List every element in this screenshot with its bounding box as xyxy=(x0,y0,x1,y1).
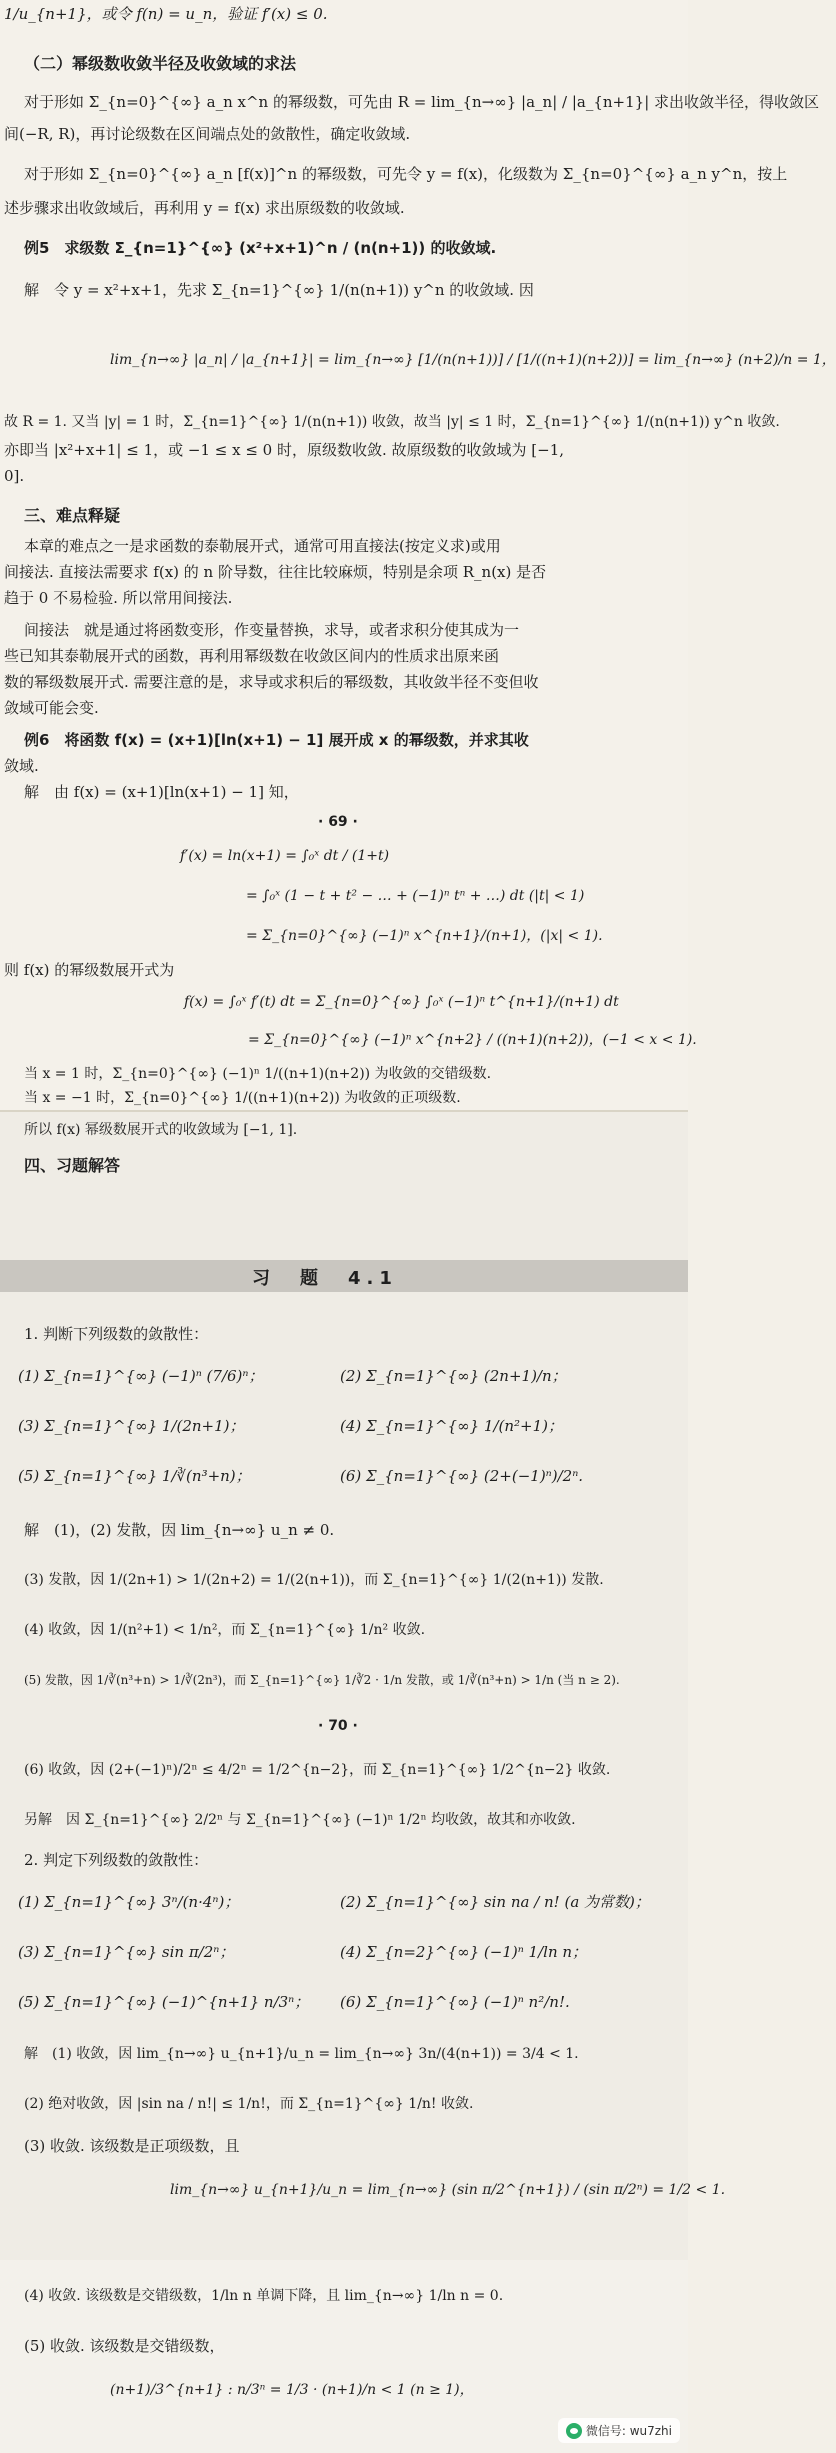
page-69 xyxy=(0,0,836,1110)
wechat-watermark xyxy=(558,2418,680,2443)
exercise-item: (2) Σ_{n=1}^{∞} sin na / n! (a 为常数)； xyxy=(340,1893,650,1911)
solution-line: (6) 收敛，因 (2+(−1)ⁿ)/2ⁿ ≤ 4/2ⁿ = 1/2^{n−2}，而 Σ_{n=1}^{∞} 1/2^{n−2} 收敛. xyxy=(24,1762,611,1778)
exercise-item: (6) Σ_{n=1}^{∞} (2+(−1)ⁿ)/2ⁿ. xyxy=(340,1467,584,1485)
formula: lim_{n→∞} u_{n+1}/u_n = lim_{n→∞} (sin π/2^{n+1}) / (sin π/2ⁿ) = 1/2 < 1. xyxy=(170,2182,726,2198)
solution-line: (4) 收敛，因 1/(n²+1) < 1/n²，而 Σ_{n=1}^{∞} 1/n² 收敛. xyxy=(24,1622,426,1638)
text-line: 故 R = 1. 又当 |y| = 1 时，Σ_{n=1}^{∞} 1/(n(n+1)) 收敛，故当 |y| ≤ 1 时，Σ_{n=1}^{∞} 1/(n(n+1)) y^n 收敛. xyxy=(4,414,780,430)
text-line: 对于形如 Σ_{n=0}^{∞} a_n [f(x)]^n 的幂级数，可先令 y = f(x)，化级数为 Σ_{n=0}^{∞} a_n y^n，按上 xyxy=(24,165,788,183)
section-heading: （二）幂级数收敛半径及收敛域的求法 xyxy=(24,54,297,73)
text-line: 1/u_{n+1}，或令 f(n) = u_n，验证 f′(x) ≤ 0. xyxy=(4,5,328,23)
text-line: 数的幂级数展开式. 需要注意的是，求导或求积后的幂级数，其收敛半径不变但收 xyxy=(4,673,539,691)
text-line: 敛域. xyxy=(4,757,39,775)
formula: (n+1)/3^{n+1} : n/3ⁿ = 1/3 · (n+1)/n < 1 (n ≥ 1)， xyxy=(110,2382,474,2398)
text-line: 间接法 就是通过将函数变形，作变量替换，求导，或者求积分使其成为一 xyxy=(24,621,520,639)
solution-line: (5) 收敛. 该级数是交错级数， xyxy=(24,2337,225,2355)
text-line: 间(−R, R)，再讨论级数在区间端点处的敛散性，确定收敛域. xyxy=(4,125,411,143)
page-71-fragment xyxy=(0,2260,688,2453)
text-line: 则 f(x) 的幂级数展开式为 xyxy=(4,961,175,979)
solution-line: 解 由 f(x) = (x+1)[ln(x+1) − 1] 知， xyxy=(24,783,299,801)
formula: = Σ_{n=0}^{∞} (−1)ⁿ x^{n+1}/(n+1)，(|x| < 1). xyxy=(246,928,603,944)
exercise-item: (5) Σ_{n=1}^{∞} (−1)^{n+1} n/3ⁿ； xyxy=(18,1993,310,2011)
text-line: 间接法. 直接法需要求 f(x) 的 n 阶导数，往往比较麻烦，特别是余项 R_n(x) 是否 xyxy=(4,563,547,581)
text-line: 当 x = −1 时，Σ_{n=0}^{∞} 1/((n+1)(n+2)) 为收敛的正项级数. xyxy=(24,1090,461,1106)
exercise-item: (5) Σ_{n=1}^{∞} 1/∛(n³+n)； xyxy=(18,1467,251,1485)
solution-line: 解 (1)，(2) 发散，因 lim_{n→∞} u_n ≠ 0. xyxy=(24,1521,335,1539)
watermark-text: 微信号: wu7zhi xyxy=(585,2424,672,2438)
text-line: 些已知其泰勒展开式的函数，再利用幂级数在收敛区间内的性质求出原来函 xyxy=(4,647,500,665)
exercise-item: (6) Σ_{n=1}^{∞} (−1)ⁿ n²/n!. xyxy=(340,1993,570,2011)
question-1: 1. 判断下列级数的敛散性： xyxy=(24,1325,209,1343)
text-line: 亦即当 |x²+x+1| ≤ 1，或 −1 ≤ x ≤ 0 时，原级数收敛. 故原级数的收敛域为 [−1, xyxy=(4,441,565,459)
text-line: 述步骤求出收敛域后，再利用 y = f(x) 求出原级数的收敛域. xyxy=(4,199,405,217)
solution-line: (3) 收敛. 该级数是正项级数，且 xyxy=(24,2137,240,2155)
page-number: · 70 · xyxy=(318,1718,358,1734)
page-seam xyxy=(0,1110,688,1112)
formula: f′(x) = ln(x+1) = ∫₀ˣ dt / (1+t) xyxy=(180,848,390,864)
solution-line: (2) 绝对收敛，因 |sin na / n!| ≤ 1/n!，而 Σ_{n=1}^{∞} 1/n! 收敛. xyxy=(24,2096,474,2112)
section-heading: 三、难点释疑 xyxy=(24,506,121,525)
text-line: 所以 f(x) 幂级数展开式的收敛域为 [−1, 1]. xyxy=(24,1122,298,1138)
formula: = Σ_{n=0}^{∞} (−1)ⁿ x^{n+2} / ((n+1)(n+2))，(−1 < x < 1). xyxy=(248,1032,697,1048)
solution-line: (3) 发散，因 1/(2n+1) > 1/(2n+2) = 1/(2(n+1))，而 Σ_{n=1}^{∞} 1/(2(n+1)) 发散. xyxy=(24,1572,604,1588)
text-line: 敛域可能会变. xyxy=(4,699,99,717)
example-5: 例5 求级数 Σ_{n=1}^{∞} (x²+x+1)^n / (n(n+1)) 的收敛域. xyxy=(24,239,497,257)
exercise-item: (4) Σ_{n=2}^{∞} (−1)ⁿ 1/ln n； xyxy=(340,1943,588,1961)
exercise-item: (3) Σ_{n=1}^{∞} sin π/2ⁿ； xyxy=(18,1943,235,1961)
solution-line: (4) 收敛. 该级数是交错级数，1/ln n 单调下降，且 lim_{n→∞} 1/ln n = 0. xyxy=(24,2288,504,2304)
exercise-item: (3) Σ_{n=1}^{∞} 1/(2n+1)； xyxy=(18,1417,245,1435)
example-6: 例6 将函数 f(x) = (x+1)[ln(x+1) − 1] 展开成 x 的幂级数，并求其收 xyxy=(24,731,529,749)
text-line: 当 x = 1 时，Σ_{n=0}^{∞} (−1)ⁿ 1/((n+1)(n+2)) 为收敛的交错级数. xyxy=(24,1066,492,1082)
page-70 xyxy=(0,1110,726,2260)
solution-line: 另解 因 Σ_{n=1}^{∞} 2/2ⁿ 与 Σ_{n=1}^{∞} (−1)ⁿ 1/2ⁿ 均收敛，故其和亦收敛. xyxy=(24,1812,576,1828)
solution-line: (5) 发散，因 1/∛(n³+n) > 1/∛(2n³)，而 Σ_{n=1}^{∞} 1/∛2 · 1/n 发散，或 1/∛(n³+n) > 1/n (当 n ≥ 2). xyxy=(24,1673,620,1687)
formula: = ∫₀ˣ (1 − t + t² − … + (−1)ⁿ tⁿ + …) dt (|t| < 1) xyxy=(246,888,585,904)
page-number: · 69 · xyxy=(318,814,358,830)
question-2: 2. 判定下列级数的敛散性： xyxy=(24,1851,209,1869)
section-heading: 四、习题解答 xyxy=(24,1156,121,1175)
text-line: 0]. xyxy=(4,467,25,485)
text-line: 对于形如 Σ_{n=0}^{∞} a_n x^n 的幂级数，可先由 R = lim_{n→∞} |a_n| / |a_{n+1}| 求出收敛半径，得收敛区 xyxy=(24,93,820,111)
text-line: 本章的难点之一是求函数的泰勒展开式，通常可用直接法(按定义求)或用 xyxy=(24,537,501,555)
formula: f(x) = ∫₀ˣ f′(t) dt = Σ_{n=0}^{∞} ∫₀ˣ (−1)ⁿ t^{n+1}/(n+1) dt xyxy=(184,994,619,1010)
exercise-item: (4) Σ_{n=1}^{∞} 1/(n²+1)； xyxy=(340,1417,563,1435)
formula: lim_{n→∞} |a_n| / |a_{n+1}| = lim_{n→∞} [1/(n(n+1))] / [1/((n+1)(n+2))] = lim_{n→∞} (n+2)/n = 1， xyxy=(110,352,836,368)
exercise-item: (1) Σ_{n=1}^{∞} (−1)ⁿ (7/6)ⁿ； xyxy=(18,1367,264,1385)
solution-line: 解 令 y = x²+x+1，先求 Σ_{n=1}^{∞} 1/(n(n+1)) y^n 的收敛域. 因 xyxy=(24,281,534,299)
exercise-item: (1) Σ_{n=1}^{∞} 3ⁿ/(n·4ⁿ)； xyxy=(18,1893,240,1911)
exercise-title: 习 题 4.1 xyxy=(252,1268,398,1289)
exercise-item: (2) Σ_{n=1}^{∞} (2n+1)/n； xyxy=(340,1367,567,1385)
wechat-icon xyxy=(566,2423,582,2439)
text-line: 趋于 0 不易检验. 所以常用间接法. xyxy=(4,589,233,607)
solution-line: 解 (1) 收敛，因 lim_{n→∞} u_{n+1}/u_n = lim_{n→∞} 3n/(4(n+1)) = 3/4 < 1. xyxy=(24,2046,579,2062)
